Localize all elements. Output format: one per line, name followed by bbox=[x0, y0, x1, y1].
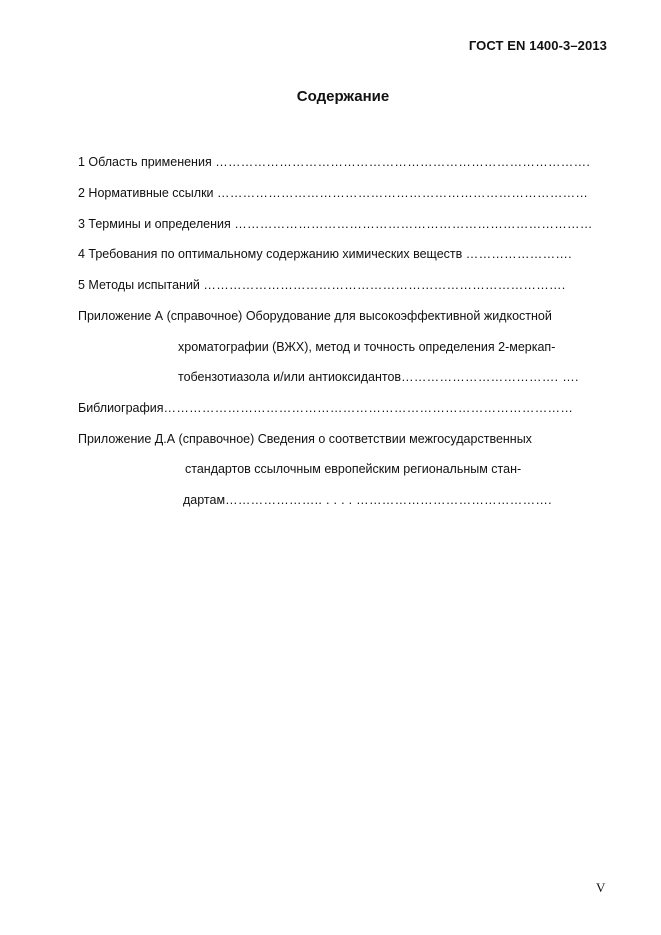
annex-da-line-1: Приложение Д.А (справочное) Сведения о соответствии межгосударственных bbox=[78, 432, 532, 446]
toc-entry-bibliography[interactable] bbox=[78, 401, 573, 416]
toc-entry-section-1[interactable] bbox=[78, 155, 590, 170]
toc-entry-section-4[interactable] bbox=[78, 247, 572, 262]
toc-entry-section-5[interactable] bbox=[78, 278, 566, 293]
toc-leader-dots: …………………………………………………………………………. bbox=[203, 278, 566, 292]
bibliography-label: Библиография bbox=[78, 401, 164, 415]
toc-leader-dots: ………………………………. …. bbox=[401, 370, 579, 384]
toc-leader-dots: ……………………………………………………………………………. bbox=[215, 155, 591, 169]
toc-leader-dots: …………………………………………………………………………… bbox=[217, 186, 589, 200]
annex-a-line-2: хроматографии (ВЖХ), метод и точность определения 2-меркап- bbox=[178, 340, 556, 354]
toc-leader-dots: ………………………………………………………………………… bbox=[234, 217, 593, 231]
toc-entry-section-3[interactable] bbox=[78, 217, 593, 232]
toc-entry-section-2[interactable] bbox=[78, 186, 588, 201]
toc-entry-label: 4 Требования по оптимальному содержанию химических веществ bbox=[78, 247, 463, 261]
toc-leader-dots: …………………………………………………………………………………… bbox=[163, 401, 574, 415]
standard-header: ГОСТ EN 1400-3–2013 bbox=[468, 38, 607, 53]
toc-entry-label: 1 Область применения bbox=[78, 155, 212, 169]
toc-entry-label: 3 Термины и определения bbox=[78, 217, 231, 231]
annex-a-line-3-text: тобензотиазола и/или антиоксидантов bbox=[178, 370, 402, 384]
annex-a-line-1: Приложение А (справочное) Оборудование для высокоэффективной жидкостной bbox=[78, 309, 552, 323]
annex-da-line-2: стандартов ссылочным европейским региональным стан- bbox=[185, 462, 522, 476]
toc-leader-dots: ……………………. bbox=[465, 247, 572, 261]
toc-entry-label: 5 Методы испытаний bbox=[78, 278, 200, 292]
annex-da-line-3-text: дартам bbox=[183, 493, 226, 507]
toc-leader-dots: ………………….. . . . . ………………………………………. bbox=[225, 493, 552, 507]
toc-title: Содержание bbox=[296, 88, 390, 105]
annex-a-line-3 bbox=[178, 370, 579, 385]
toc-entry-label: 2 Нормативные ссылки bbox=[78, 186, 214, 200]
annex-da-line-3 bbox=[183, 493, 552, 508]
page-number: V bbox=[596, 880, 606, 895]
